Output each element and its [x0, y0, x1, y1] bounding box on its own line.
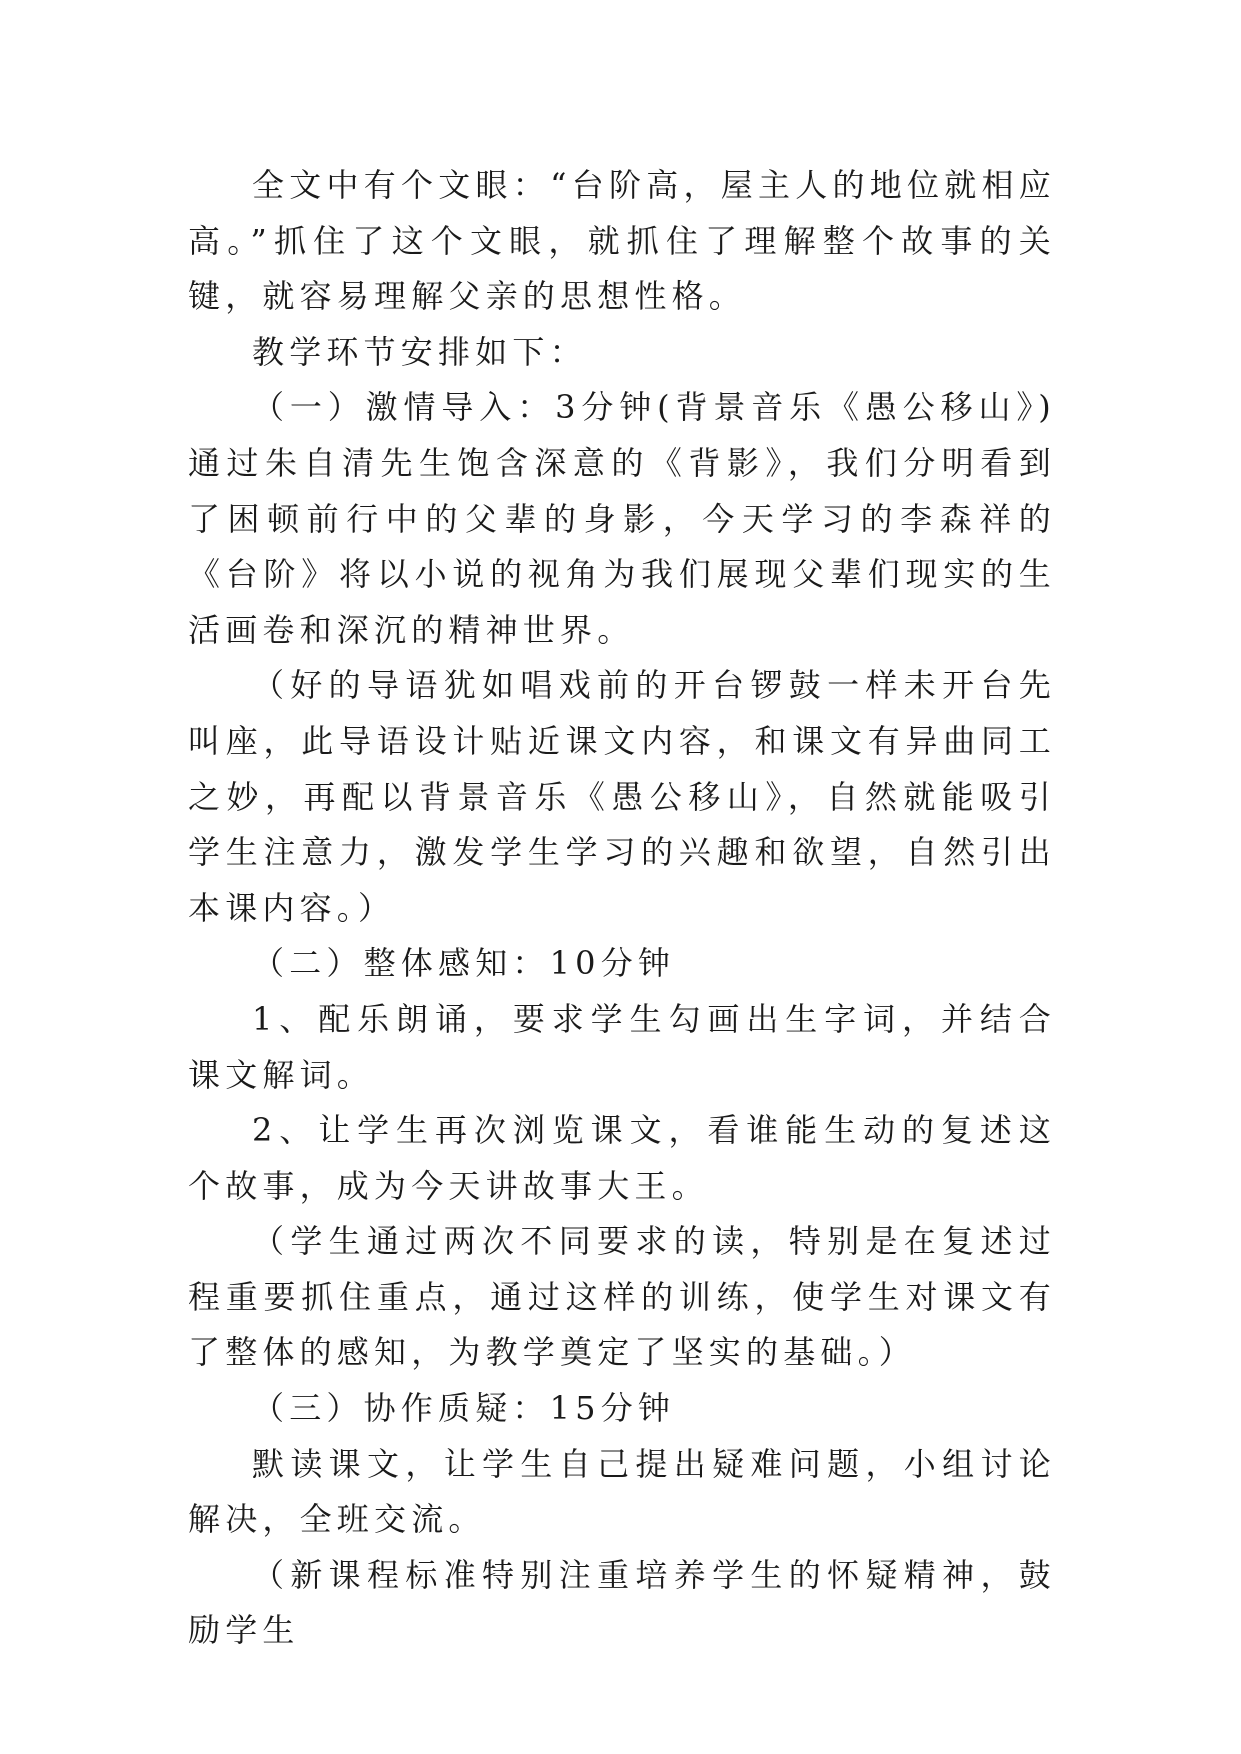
paragraph-step-three-comment: （新课程标准特别注重培养学生的怀疑精神，鼓励学生	[188, 1555, 1056, 1650]
paragraph-step-three-body: 默读课文，让学生自己提出疑难问题，小组讨论解决，全班交流。	[188, 1444, 1056, 1539]
paragraph-step-one-comment: （好的导语犹如唱戏前的开台锣鼓一样未开台先叫座，此导语设计贴近课文内容，和课文有异曲同工之妙，再配以背景音乐《愚公移山》，自然就能吸引学生注意力，激发学生学习的兴趣和欲望，自然引出本课内容。）	[188, 666, 1056, 927]
paragraph-step-one-intro: （一）激情导入：3分钟(背景音乐《愚公移山》)通过朱自清先生饱含深意的《背影》，我们分明看到了困顿前行中的父辈的身影，今天学习的李森祥的《台阶》将以小说的视角为我们展现父辈们现实的生活画卷和深沉的精神世界。	[188, 388, 1056, 649]
paragraph-step-two-comment: （学生通过两次不同要求的读，特别是在复述过程重要抓住重点，通过这样的训练，使学生对课文有了整体的感知，为教学奠定了坚实的基础。）	[188, 1222, 1056, 1372]
paragraph-step-two-heading: （二）整体感知：10分钟	[252, 944, 676, 983]
document-body	[188, 158, 1056, 1659]
paragraph-step-three-heading: （三）协作质疑：15分钟	[252, 1389, 676, 1428]
paragraph-step-two-item-1: 1、配乐朗诵，要求学生勾画出生字词，并结合课文解词。	[188, 999, 1056, 1094]
paragraph-step-two-item-2: 2、让学生再次浏览课文，看谁能生动的复述这个故事，成为今天讲故事大王。	[188, 1111, 1056, 1205]
paragraph-teaching-steps: 教学环节安排如下：	[252, 332, 587, 371]
paragraph-text-eye: 全文中有个文眼：“台阶高，屋主人的地位就相应高。”抓住了这个文眼，就抓住了理解整个故事的关键，就容易理解父亲的思想性格。	[188, 166, 1056, 316]
